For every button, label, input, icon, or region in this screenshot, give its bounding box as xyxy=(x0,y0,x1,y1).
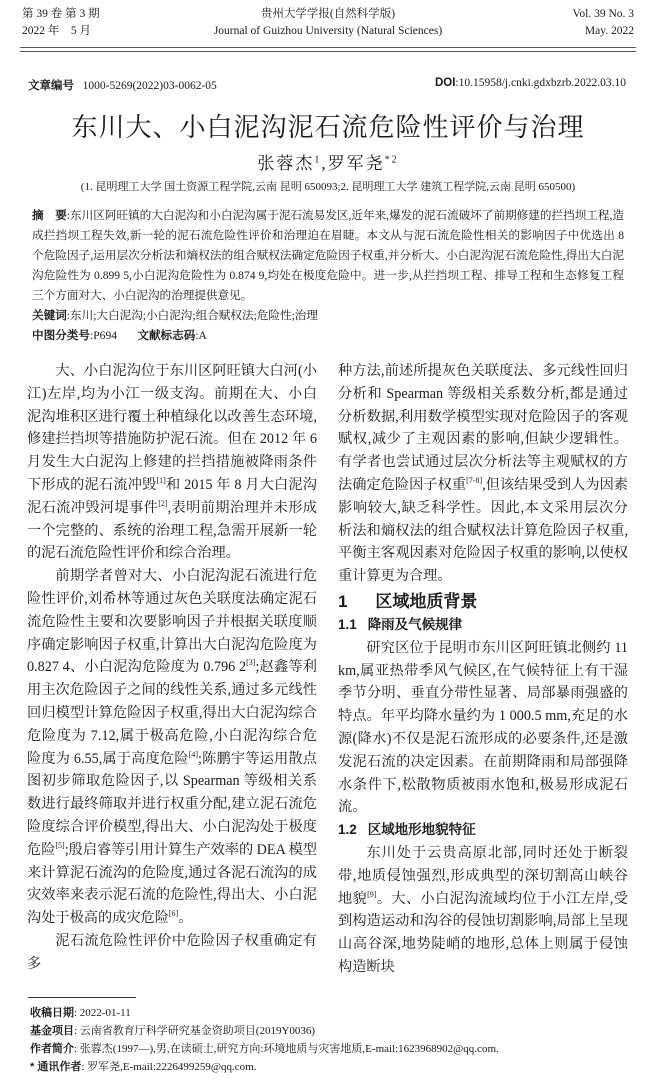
subsection-title: 区域地形地貌特征 xyxy=(367,822,476,838)
paragraph-text: 前期学者曾对大、小白泥沟泥石流进行危险性评价,刘希林等通过灰色关联度法确定泥石流危险性主要和次要影响因子并根据关联度顺序确定影响因子权重,计算出大白泥沟危险度为 0.827 4、小白泥沟危险度为 0.796 2 xyxy=(27,568,317,676)
date-en: May. 2022 xyxy=(584,25,634,37)
doc-code-label: 文献标志码 xyxy=(137,329,196,342)
abstract-text: :东川区阿旺镇的大白泥沟和小白泥沟属于泥石流易发区,近年来,爆发的泥石流破坏了前期修建的拦挡坝工程,造成拦挡坝工程失效,新一轮的泥石流危险性评价和治理迫在眉睫。本文从与泥石流危险性相关的影响因子中优选出 8 个危险因子,运用层次分析法和熵权法的组合赋权法确定危险因子权重,并分析大、小白泥沟泥石流危险性,得出大白泥沟危险性为 0.899 5,小白泥沟危险性为 0.874 9,均处在极度危险中。进一步,从拦挡坝工程、排导工程和生态修复工程三个方面对大、小白泥沟的治理提供意见。 xyxy=(32,209,624,302)
paragraph-text: ;赵鑫等利用主次危险因子之间的线性关系,通过多元线性回归模型计算危险因子权重,得出大白泥沟综合危险度为 7.12,属于极高危险,小白泥沟综合危险度为 6.55,属于高度危险 xyxy=(27,659,317,767)
keywords-label: 关键词 xyxy=(32,309,67,322)
section-heading xyxy=(338,590,628,614)
keywords xyxy=(32,306,624,326)
header-rule xyxy=(20,47,636,48)
section-title: 区域地质背景 xyxy=(375,591,478,611)
footnotes xyxy=(30,1004,656,1076)
footnote-fund xyxy=(30,1022,656,1040)
footnote-bio xyxy=(30,1040,656,1058)
body-paragraph xyxy=(27,930,317,976)
section-number: 1 xyxy=(338,591,348,611)
doi xyxy=(435,77,626,89)
bio-value: : 张蓉杰(1997—),男,在读硕士,研究方向:环境地质与灾害地质,E-mail:1623968902@qq.com. xyxy=(74,1042,499,1055)
keywords-text: :东川;大白泥沟;小白泥沟;组合赋权法;危险性;治理 xyxy=(66,309,319,322)
journal-name xyxy=(170,6,486,40)
doc-code-value: :A xyxy=(195,329,207,342)
article-number xyxy=(28,77,217,93)
citation-ref: [2] xyxy=(158,498,168,508)
footnote-rule xyxy=(28,997,136,998)
issue-info-en xyxy=(573,6,634,40)
doi-label: DOI xyxy=(434,77,456,89)
volume-cn: 第 39 卷 第 3 期 xyxy=(22,8,100,20)
paragraph-text: 种方法,前述所提灰色关联度法、多元线性回归分析和 Spearman 等级相关系数分析,都是通过分析数据,利用数学模型实现对危险因子的客观赋权,减少了主观因素的影响,但缺少逻辑性。有学者也尝试通过层次分析法等主观赋权的方法确定危险因子权重 xyxy=(338,363,628,493)
corr-label: * 通讯作者 xyxy=(30,1060,82,1073)
subsection-heading xyxy=(338,614,628,637)
clc-value: :P694 xyxy=(89,329,118,342)
subsection-number: 1.2 xyxy=(338,822,357,838)
subsection-number: 1.1 xyxy=(338,616,357,632)
paragraph-text: ,表明前期治理并未形成一个完整的、系统的治理工程,急需开展新一轮的泥石流危险性评价和综合治理。 xyxy=(27,499,317,562)
received-label: 收稿日期 xyxy=(30,1006,74,1019)
bio-label: 作者简介 xyxy=(30,1042,74,1055)
article-number-label: 文章编号 xyxy=(28,80,74,92)
citation-ref: [6] xyxy=(168,909,179,919)
page-body xyxy=(0,206,656,1086)
abstract xyxy=(32,206,624,306)
abstract-label: 摘 要 xyxy=(32,209,67,222)
paragraph-text: 泥石流危险性评价中危险因子权重确定有多 xyxy=(27,932,317,972)
author-affil-mark: *2 xyxy=(384,154,399,166)
paragraph-text: 研究区位于昆明市东川区阿旺镇北侧约 11 km,属亚热带季风气候区,在气候特征上有干湿季节分明、垂直分带性显著、局部暴雨强盛的特点。年平均降水量约为 1 000.5 mm,充足的水源(降水)不仅是泥石流形成的必要条件,还是激发泥石流的决定因素。在前期降雨和局部强降水条件下,松散物质被雨水饱和,极易形成泥石流。 xyxy=(338,639,628,816)
subsection-heading xyxy=(338,819,628,842)
clc-label: 中图分类号 xyxy=(32,329,90,342)
body-paragraph xyxy=(338,842,628,979)
affiliation: (1. 昆明理工大学 国土资源工程学院,云南 昆明 650093;2. 昆明理工大学 建筑工程学院,云南 昆明 650500) xyxy=(80,181,576,193)
journal-en: Journal of Guizhou University (Natural Sciences) xyxy=(213,25,443,37)
author-separator: , xyxy=(321,154,328,173)
citation-ref: [5] xyxy=(55,840,65,850)
body-paragraph xyxy=(338,637,628,819)
paragraph-text: 大、小白泥沟位于东川区阿旺镇大白河(小江)左岸,均为小江一级支沟。前期在大、小白泥沟堆积区进行覆土种植绿化以改善生态环境,修建拦挡坝等措施防护泥石流。但在 2012 年 6 月发生大白泥沟上修建的拦挡措施被降雨条件下形成的泥石流冲毁 xyxy=(27,363,317,493)
body-columns xyxy=(27,360,628,979)
received-value: : 2022-01-11 xyxy=(74,1006,131,1019)
paragraph-text: 和 2015 年 8 月大白泥沟泥石流冲毁河堤事件 xyxy=(27,476,317,516)
left-column xyxy=(27,360,317,976)
citation-ref: [7-8] xyxy=(466,475,483,485)
body-paragraph xyxy=(27,565,317,930)
right-column xyxy=(338,360,628,979)
paragraph-text: 。 xyxy=(178,910,193,927)
date-cn: 2022 年 5 月 xyxy=(22,25,91,37)
author-name: 罗军尧 xyxy=(327,154,385,173)
doi-value: :10.15958/j.cnki.gdxbzrb.2022.03.10 xyxy=(455,77,626,89)
citation-ref: [4] xyxy=(188,749,199,759)
citation-ref: [3] xyxy=(246,658,256,668)
body-paragraph xyxy=(338,360,628,588)
paper-title: 东川大、小白泥沟泥石流危险性评价与治理 xyxy=(71,112,585,142)
fund-label: 基金项目 xyxy=(30,1024,74,1037)
body-paragraph xyxy=(27,360,317,565)
issue-info-cn xyxy=(22,6,100,40)
citation-ref: [1] xyxy=(156,475,166,485)
paragraph-text: 东川处于云贵高原北部,同时还处于断裂带,地质侵蚀强烈,形成典型的深切割高山峡谷地貌 xyxy=(338,844,628,907)
header-rule-thin xyxy=(20,51,636,52)
footnote-corresponding xyxy=(30,1058,656,1076)
footnote-received xyxy=(30,1004,656,1022)
abstract-block xyxy=(32,206,624,346)
author-affil-mark: 1 xyxy=(314,154,322,166)
author-name: 张蓉杰 xyxy=(257,154,315,173)
paragraph-text: ,但该结果受到人为因素影响较大,缺乏科学性。因此,本文采用层次分析法和熵权法的组合赋权法计算危险因子权重,平衡主客观因素对危险因子权重的影响,以使权重计算更为合理。 xyxy=(338,476,628,585)
citation-ref: [9] xyxy=(367,889,377,899)
subsection-title: 降雨及气候规律 xyxy=(367,616,463,632)
authors xyxy=(0,153,656,175)
article-number-value: 1000-5269(2022)03-0062-05 xyxy=(82,80,217,92)
paragraph-text: ;陈鹏宇等运用散点图初步筛取危险因子,以 Spearman 等级相关系数进行最终筛取并进行权重分配,建立泥石流危险度综合评价模型,得出大、小白泥沟处于极度危险 xyxy=(27,750,317,858)
classification xyxy=(32,326,624,346)
fund-value: : 云南省教育厅科学研究基金资助项目(2019Y0036) xyxy=(74,1024,316,1037)
journal-cn: 贵州大学学报(自然科学版) xyxy=(260,8,396,20)
volume-en: Vol. 39 No. 3 xyxy=(572,8,634,20)
paragraph-text: 。大、小白泥沟流域均位于小江左岸,受到构造运动和沟谷的侵蚀切割影响,局部上呈现山高谷深,地势陡峭的地形,总体上则属于侵蚀构造断块 xyxy=(338,890,628,975)
corr-value: : 罗军尧,E-mail:2226499259@qq.com. xyxy=(81,1060,257,1073)
paragraph-text: ;殷启睿等引用计算生产效率的 DEA 模型来计算泥石流沟的危险度,通过各泥石流沟的成灾效率来表示泥石流的危险性,得出大、小白泥沟处于极高的成灾危险 xyxy=(27,841,317,927)
